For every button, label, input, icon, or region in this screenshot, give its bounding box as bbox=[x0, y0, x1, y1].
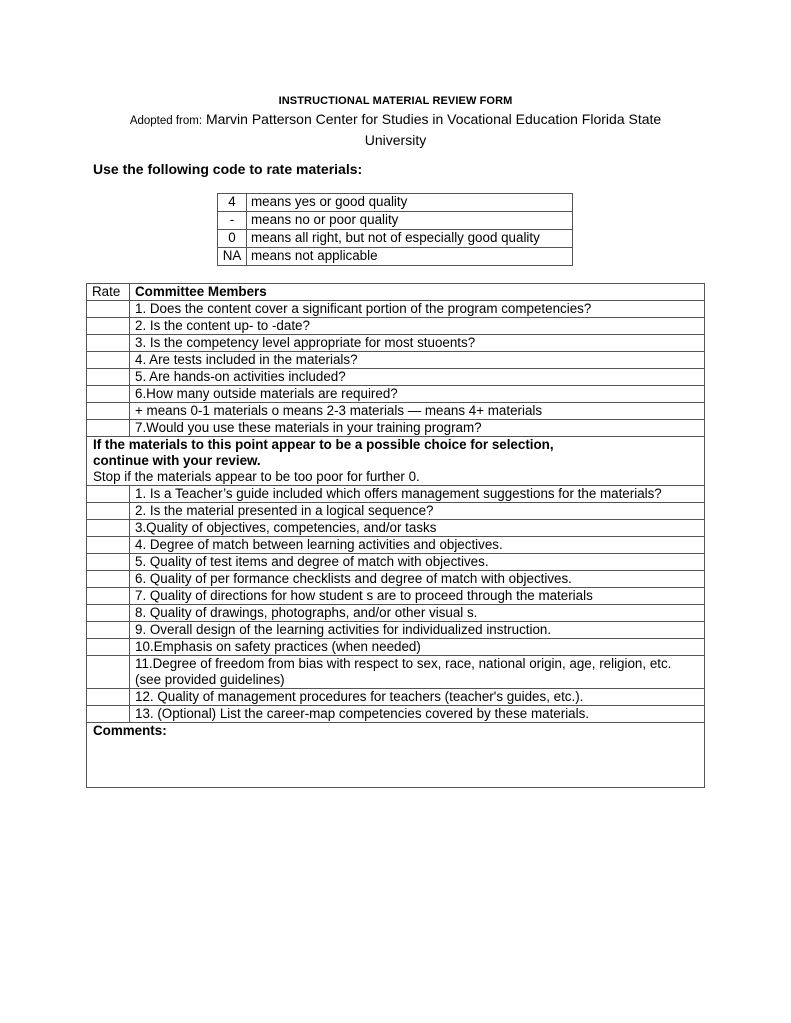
question-row bbox=[87, 554, 705, 571]
question-text: 5. Quality of test items and degree of match with objectives. bbox=[130, 554, 705, 571]
question-row bbox=[87, 639, 705, 656]
question-row bbox=[87, 486, 705, 503]
code-meaning: means not applicable bbox=[247, 248, 573, 266]
rate-cell[interactable] bbox=[87, 588, 130, 605]
question-text: 11.Degree of freedom from bias with respect to sex, race, national origin, age, religion, etc. (see provided guidelines) bbox=[130, 656, 705, 689]
question-row bbox=[87, 420, 705, 437]
rate-cell[interactable] bbox=[87, 369, 130, 386]
rate-cell[interactable] bbox=[87, 386, 130, 403]
question-text: 6.How many outside materials are required? bbox=[130, 386, 705, 403]
adopted-prefix: Adopted from: bbox=[129, 115, 203, 127]
question-text: 12. Quality of management procedures for teachers (teacher's guides, etc.). bbox=[130, 689, 705, 706]
comments-row bbox=[87, 723, 705, 788]
code-value: 4 bbox=[218, 194, 247, 212]
code-row bbox=[218, 212, 573, 230]
question-text: 13. (Optional) List the career-map competencies covered by these materials. bbox=[130, 706, 705, 723]
comments-field[interactable] bbox=[87, 723, 705, 788]
question-row bbox=[87, 318, 705, 335]
stop-line: Stop if the materials appear to be too poor for further 0. bbox=[93, 469, 420, 484]
question-row bbox=[87, 520, 705, 537]
question-text: 6. Quality of per formance checklists and degree of match with objectives. bbox=[130, 571, 705, 588]
question-text: 1. Is a Teacher’s guide included which offers management suggestions for the materials? bbox=[130, 486, 705, 503]
rate-cell[interactable] bbox=[87, 706, 130, 723]
rate-cell[interactable] bbox=[87, 318, 130, 335]
continue-line: continue with your review. bbox=[93, 453, 261, 468]
question-row bbox=[87, 301, 705, 318]
question-text: 2. Is the content up- to -date? bbox=[130, 318, 705, 335]
continue-line: If the materials to this point appear to be a possible choice for selection, bbox=[93, 437, 554, 452]
code-meaning: means yes or good quality bbox=[247, 194, 573, 212]
code-meaning: means no or poor quality bbox=[247, 212, 573, 230]
rate-cell[interactable] bbox=[87, 656, 130, 689]
adopted-source: Marvin Patterson Center for Studies in Vocational Education Florida State University bbox=[205, 111, 662, 148]
rate-cell[interactable] bbox=[87, 571, 130, 588]
code-row bbox=[218, 194, 573, 212]
rate-cell[interactable] bbox=[87, 301, 130, 318]
question-note: + means 0-1 materials o means 2-3 materials — means 4+ materials bbox=[130, 403, 705, 420]
code-meaning: means all right, but not of especially good quality bbox=[247, 230, 573, 248]
review-table bbox=[86, 283, 705, 788]
code-row bbox=[218, 230, 573, 248]
question-text: 2. Is the material presented in a logical sequence? bbox=[130, 503, 705, 520]
code-heading: Use the following code to rate materials: bbox=[93, 161, 363, 177]
rating-code-table bbox=[217, 193, 573, 266]
question-text: 1. Does the content cover a significant portion of the program competencies? bbox=[130, 301, 705, 318]
question-row bbox=[87, 622, 705, 639]
code-value: - bbox=[218, 212, 247, 230]
continue-instruction-row bbox=[87, 437, 705, 486]
question-row bbox=[87, 369, 705, 386]
question-row bbox=[87, 537, 705, 554]
rate-cell[interactable] bbox=[87, 486, 130, 503]
code-row bbox=[218, 248, 573, 266]
committee-members-header: Committee Members bbox=[130, 284, 705, 301]
question-row bbox=[87, 656, 705, 689]
question-row bbox=[87, 706, 705, 723]
rate-cell[interactable] bbox=[87, 352, 130, 369]
question-text: 4. Degree of match between learning activities and objectives. bbox=[130, 537, 705, 554]
question-text: 5. Are hands-on activities included? bbox=[130, 369, 705, 386]
rate-cell[interactable] bbox=[87, 503, 130, 520]
rate-cell[interactable] bbox=[87, 622, 130, 639]
question-row bbox=[87, 605, 705, 622]
question-text: 7. Quality of directions for how student s are to proceed through the materials bbox=[130, 588, 705, 605]
question-row bbox=[87, 689, 705, 706]
question-text: 4. Are tests included in the materials? bbox=[130, 352, 705, 369]
question-row bbox=[87, 335, 705, 352]
code-value: 0 bbox=[218, 230, 247, 248]
question-row bbox=[87, 386, 705, 403]
code-value: NA bbox=[218, 248, 247, 266]
question-row bbox=[87, 503, 705, 520]
rate-cell[interactable] bbox=[87, 639, 130, 656]
question-text: 3.Quality of objectives, competencies, and/or tasks bbox=[130, 520, 705, 537]
rate-column-header: Rate bbox=[87, 284, 130, 301]
rate-cell[interactable] bbox=[87, 537, 130, 554]
rate-cell[interactable] bbox=[87, 520, 130, 537]
rate-cell[interactable] bbox=[87, 689, 130, 706]
continue-instruction bbox=[87, 437, 705, 486]
form-title: INSTRUCTIONAL MATERIAL REVIEW FORM bbox=[278, 95, 513, 107]
question-text: 3. Is the competency level appropriate for most stuoents? bbox=[130, 335, 705, 352]
question-row bbox=[87, 571, 705, 588]
question-text: 10.Emphasis on safety practices (when needed) bbox=[130, 639, 705, 656]
adopted-from-line bbox=[100, 110, 691, 150]
question-text: 7.Would you use these materials in your training program? bbox=[130, 420, 705, 437]
comments-label: Comments: bbox=[93, 723, 167, 738]
question-text: 9. Overall design of the learning activities for individualized instruction. bbox=[130, 622, 705, 639]
header-row bbox=[87, 284, 705, 301]
rate-cell[interactable] bbox=[87, 403, 130, 420]
question-row bbox=[87, 588, 705, 605]
rate-cell[interactable] bbox=[87, 335, 130, 352]
question-row bbox=[87, 352, 705, 369]
question-text: 8. Quality of drawings, photographs, and/or other visual s. bbox=[130, 605, 705, 622]
rate-cell[interactable] bbox=[87, 420, 130, 437]
question-row bbox=[87, 403, 705, 420]
rate-cell[interactable] bbox=[87, 605, 130, 622]
rate-cell[interactable] bbox=[87, 554, 130, 571]
